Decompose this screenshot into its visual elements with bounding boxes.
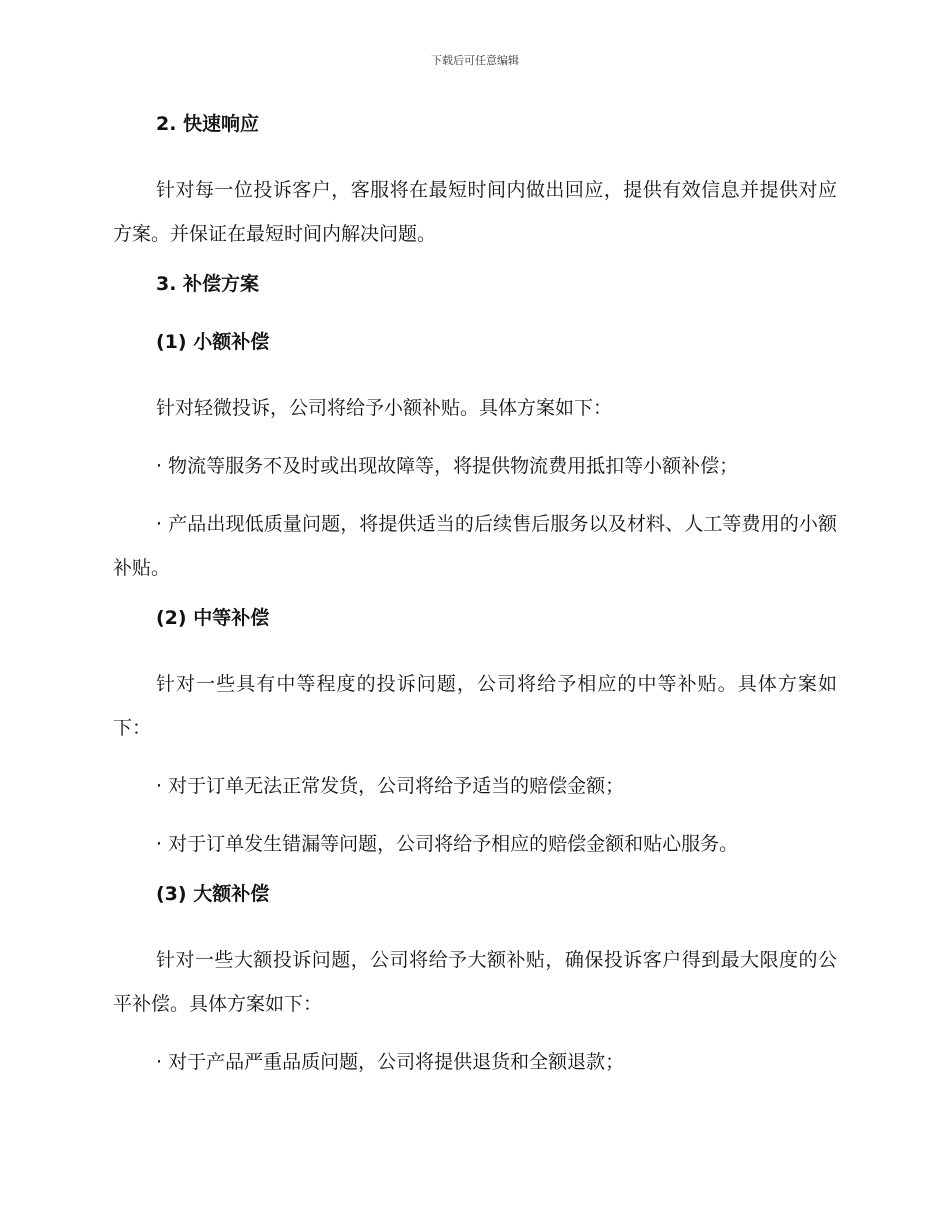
bullet-logistics: · 物流等服务不及时或出现故障等，将提供物流费用抵扣等小额补偿； <box>156 455 739 477</box>
section-heading-compensation-plan: 3. 补偿方案 <box>156 273 260 295</box>
subheading-medium-compensation: (2) 中等补偿 <box>156 607 270 629</box>
paragraph-quick-response: 针对每一位投诉客户，客服将在最短时间内做出回应，提供有效信息并提供对应方案。并保证在最短时间内解决问题。 <box>113 179 837 245</box>
paragraph-large-intro: 针对一些大额投诉问题，公司将给予大额补贴，确保投诉客户得到最大限度的公平补偿。具体方案如下： <box>113 949 837 1015</box>
page-header: 下载后可任意编辑 <box>431 54 519 67</box>
subheading-small-compensation: (1) 小额补偿 <box>156 331 270 353</box>
bullet-order-errors: · 对于订单发生错漏等问题，公司将给予相应的赔偿金额和贴心服务。 <box>156 833 739 855</box>
subheading-large-compensation: (3) 大额补偿 <box>156 883 270 905</box>
bullet-serious-quality: · 对于产品严重品质问题，公司将提供退货和全额退款； <box>156 1051 625 1073</box>
bullet-low-quality: · 产品出现低质量问题，将提供适当的后续售后服务以及材料、人工等费用的小额补贴。 <box>113 513 837 579</box>
paragraph-medium-intro: 针对一些具有中等程度的投诉问题，公司将给予相应的中等补贴。具体方案如下： <box>113 673 837 739</box>
paragraph-small-intro: 针对轻微投诉，公司将给予小额补贴。具体方案如下： <box>156 397 613 419</box>
document-body <box>113 110 837 1098</box>
section-heading-quick-response: 2. 快速响应 <box>156 113 260 135</box>
bullet-shipping-failure: · 对于订单无法正常发货，公司将给予适当的赔偿金额； <box>156 775 625 797</box>
